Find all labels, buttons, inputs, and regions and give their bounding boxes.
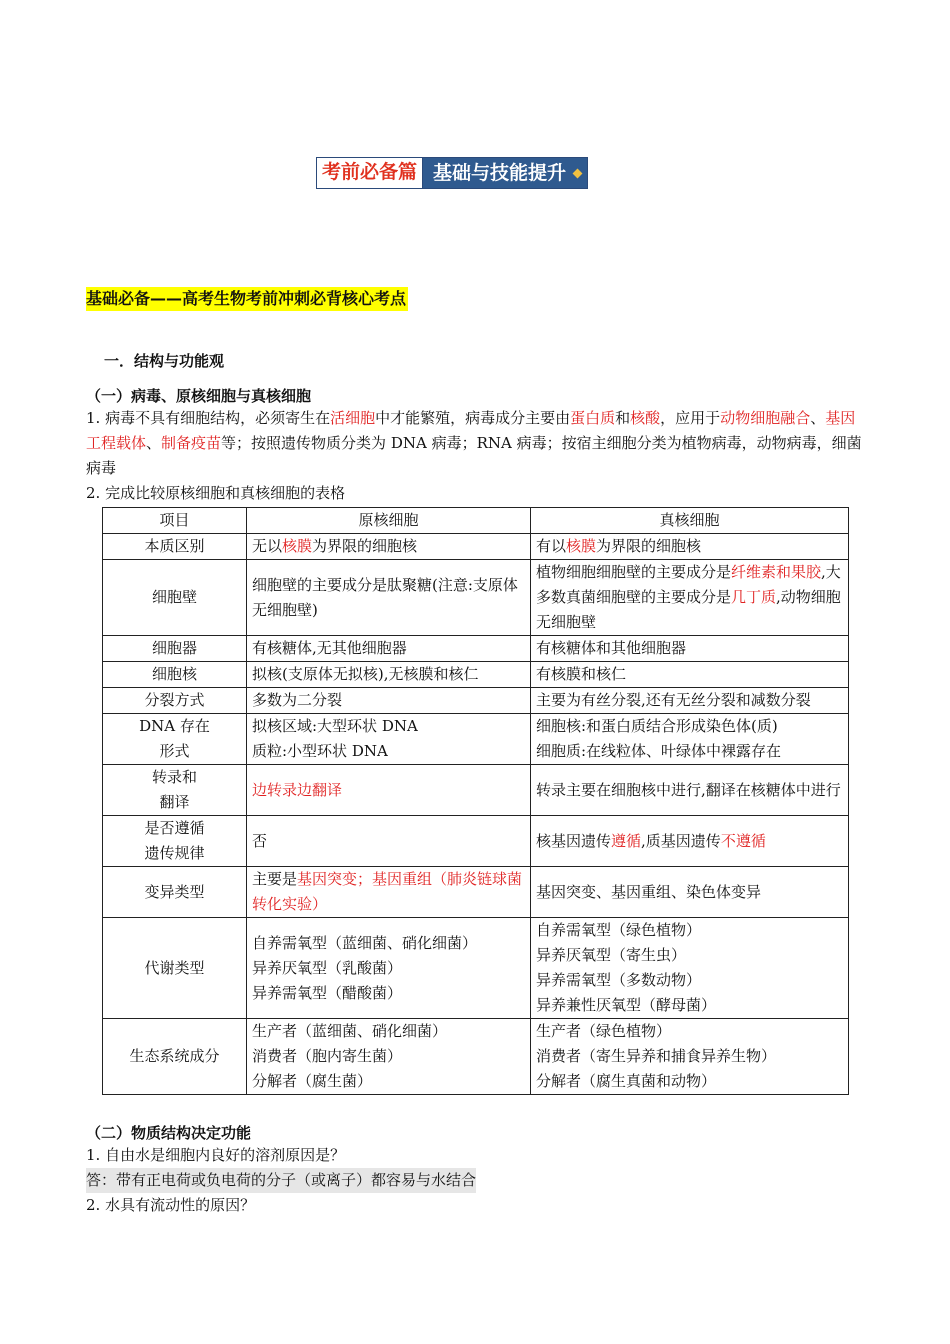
banner-left: 考前必备篇 bbox=[317, 158, 423, 188]
cell-red-text: 几丁质 bbox=[731, 588, 777, 606]
row-prokaryote: 细胞壁的主要成分是肽聚糖(注意:支原体无细胞壁) bbox=[247, 560, 531, 636]
banner-right-text: 基础与技能提升 bbox=[433, 162, 567, 184]
cell-line: 分解者（腐生菌） bbox=[252, 1072, 373, 1090]
row-prokaryote: 边转录边翻译 bbox=[247, 765, 531, 816]
cell-text: ,大多数真菌细胞壁的主要成分是 bbox=[536, 563, 841, 606]
cell-line: 拟核区域:大型环状 DNA bbox=[252, 717, 418, 735]
row-eukaryote: 转录主要在细胞核中进行,翻译在核糖体中进行 bbox=[531, 765, 849, 816]
cell-text: 核基因遗传 bbox=[536, 831, 612, 850]
cell-text: ,质基因遗传 bbox=[641, 831, 721, 850]
table-row bbox=[103, 560, 849, 636]
p1-t5: 、 bbox=[810, 409, 826, 427]
p1-t2: 中才能繁殖，病毒成分主要由 bbox=[375, 409, 571, 427]
cell-red-text: 遵循 bbox=[611, 831, 642, 850]
table-row bbox=[103, 688, 849, 714]
comparison-table bbox=[102, 507, 849, 1095]
row-item bbox=[103, 714, 247, 765]
table-row bbox=[103, 867, 849, 918]
question-2: 2. 水具有流动性的原因？ bbox=[86, 1196, 256, 1214]
section1-heading: 一．结构与功能观 bbox=[104, 352, 225, 370]
cell-line: 自养需氧型（蓝细菌、硝化细菌） bbox=[252, 933, 478, 952]
paragraph-table-intro: 2. 完成比较原核细胞和真核细胞的表格 bbox=[86, 484, 346, 502]
cell-text: 植物细胞细胞壁的主要成分是 bbox=[536, 563, 732, 581]
p1-t3: 和 bbox=[615, 409, 631, 427]
cell-text: 有以 bbox=[536, 537, 567, 555]
cell-line: 质粒:小型环状 DNA bbox=[252, 742, 388, 760]
cell-line: 异养需氧型（醋酸菌） bbox=[252, 983, 403, 1002]
table-row bbox=[103, 714, 849, 765]
table-row bbox=[103, 636, 849, 662]
header-eukaryote: 真核细胞 bbox=[531, 508, 849, 534]
cell-text: 为界限的细胞核 bbox=[596, 537, 702, 555]
row-item: 分裂方式 bbox=[103, 688, 247, 714]
row-prokaryote bbox=[247, 867, 531, 918]
row-prokaryote bbox=[247, 714, 531, 765]
sub2-heading: （二）物质结构决定功能 bbox=[86, 1124, 252, 1142]
cell-line: 转录和 bbox=[151, 768, 197, 786]
table-row bbox=[103, 534, 849, 560]
row-eukaryote: 主要为有丝分裂,还有无丝分裂和减数分裂 bbox=[531, 688, 849, 714]
p1-t6: 、 bbox=[146, 434, 162, 452]
cell-line: 异养需氧型（多数动物） bbox=[536, 971, 702, 989]
row-item: 细胞壁 bbox=[103, 560, 247, 636]
sub1-heading: （一）病毒、原核细胞与真核细胞 bbox=[86, 387, 312, 405]
p1-t1: 1. 病毒不具有细胞结构，必须寄生在 bbox=[86, 409, 331, 427]
cell-red-text: 基因突变；基因重组（肺炎链球菌转化实验） bbox=[252, 870, 523, 913]
row-prokaryote bbox=[247, 534, 531, 560]
answer-1: 答：带有正电荷或负电荷的分子（或离子）都容易与水结合 bbox=[86, 1168, 476, 1193]
row-prokaryote bbox=[247, 918, 531, 1019]
cell-line: 是否遵循 bbox=[144, 819, 205, 837]
row-eukaryote bbox=[531, 816, 849, 867]
p1-r6: 制备疫苗 bbox=[161, 434, 222, 452]
cell-text: ,动物细胞无细胞壁 bbox=[536, 588, 841, 631]
cell-line: 翻译 bbox=[159, 793, 190, 811]
table-row bbox=[103, 765, 849, 816]
cell-line: 细胞核:和蛋白质结合形成染色体(质) bbox=[536, 717, 778, 735]
row-prokaryote bbox=[247, 1019, 531, 1095]
row-item bbox=[103, 816, 247, 867]
row-prokaryote: 拟核(支原体无拟核),无核膜和核仁 bbox=[247, 662, 531, 688]
cell-line: 生产者（蓝细菌、硝化细菌） bbox=[252, 1022, 448, 1040]
cell-red-text: 不遵循 bbox=[720, 831, 766, 850]
header-item: 项目 bbox=[103, 508, 247, 534]
row-item: 变异类型 bbox=[103, 867, 247, 918]
cell-line: 形式 bbox=[159, 742, 190, 760]
cell-line: 遗传规律 bbox=[144, 844, 205, 862]
table-row bbox=[103, 816, 849, 867]
cell-line: 异养兼性厌氧型（酵母菌） bbox=[536, 996, 717, 1014]
cell-line: 生产者（绿色植物） bbox=[536, 1022, 672, 1040]
row-prokaryote: 多数为二分裂 bbox=[247, 688, 531, 714]
cell-line: 异养厌氧型（寄生虫） bbox=[536, 946, 687, 964]
banner bbox=[316, 157, 588, 189]
main-title: 基础必备——高考生物考前冲刺必背核心考点 bbox=[86, 287, 408, 311]
banner-right bbox=[423, 158, 587, 188]
row-item bbox=[103, 765, 247, 816]
table-header-row bbox=[103, 508, 849, 534]
cell-red-text: 核膜 bbox=[566, 537, 597, 555]
row-eukaryote bbox=[531, 1019, 849, 1095]
row-prokaryote: 有核糖体,无其他细胞器 bbox=[247, 636, 531, 662]
row-eukaryote bbox=[531, 534, 849, 560]
row-item: 本质区别 bbox=[103, 534, 247, 560]
table-row bbox=[103, 662, 849, 688]
cell-line: 分解者（腐生真菌和动物） bbox=[536, 1072, 717, 1090]
cell-line: 异养厌氧型（乳酸菌） bbox=[252, 958, 403, 977]
cell-text: 主要是 bbox=[252, 870, 298, 888]
header-prokaryote: 原核细胞 bbox=[247, 508, 531, 534]
row-eukaryote bbox=[531, 560, 849, 636]
p1-r3: 核酸 bbox=[630, 409, 661, 427]
p1-r1: 活细胞 bbox=[330, 409, 376, 427]
table-row bbox=[103, 918, 849, 1019]
p1-r4: 动物细胞融合 bbox=[720, 409, 811, 427]
row-prokaryote: 否 bbox=[247, 816, 531, 867]
cell-line: DNA 存在 bbox=[139, 717, 210, 735]
row-item: 细胞器 bbox=[103, 636, 247, 662]
cell-line: 消费者（寄生异养和捕食异养生物） bbox=[536, 1047, 777, 1065]
row-eukaryote: 基因突变、基因重组、染色体变异 bbox=[531, 867, 849, 918]
table-row bbox=[103, 1019, 849, 1095]
p1-t7: 等；按照遗传物质分类为 DNA 病毒；RNA 病毒；按宿主细胞分类为植物病毒，动物病毒，细菌病毒 bbox=[86, 434, 862, 477]
row-eukaryote: 有核糖体和其他细胞器 bbox=[531, 636, 849, 662]
question-1: 1. 自由水是细胞内良好的溶剂原因是？ bbox=[86, 1146, 346, 1164]
cell-red-text: 纤维素和果胶 bbox=[731, 563, 822, 581]
cell-line: 细胞质:在线粒体、叶绿体中裸露存在 bbox=[536, 742, 782, 760]
p1-t4: ，应用于 bbox=[660, 409, 721, 427]
row-item: 生态系统成分 bbox=[103, 1019, 247, 1095]
p1-r2: 蛋白质 bbox=[570, 409, 616, 427]
cell-line: 消费者（胞内寄生菌） bbox=[252, 1047, 403, 1065]
row-eukaryote bbox=[531, 714, 849, 765]
answer-1-row bbox=[86, 1168, 866, 1193]
row-item: 代谢类型 bbox=[103, 918, 247, 1019]
cell-red-text: 核膜 bbox=[282, 537, 313, 555]
row-item: 细胞核 bbox=[103, 662, 247, 688]
cell-text: 为界限的细胞核 bbox=[312, 537, 418, 555]
paragraph-virus bbox=[86, 406, 866, 481]
row-eukaryote bbox=[531, 918, 849, 1019]
diamond-icon bbox=[573, 168, 583, 178]
cell-line: 自养需氧型（绿色植物） bbox=[536, 921, 702, 939]
cell-text: 无以 bbox=[252, 537, 283, 555]
p1-r5: 基因工程载体 bbox=[86, 409, 856, 452]
row-eukaryote: 有核膜和核仁 bbox=[531, 662, 849, 688]
